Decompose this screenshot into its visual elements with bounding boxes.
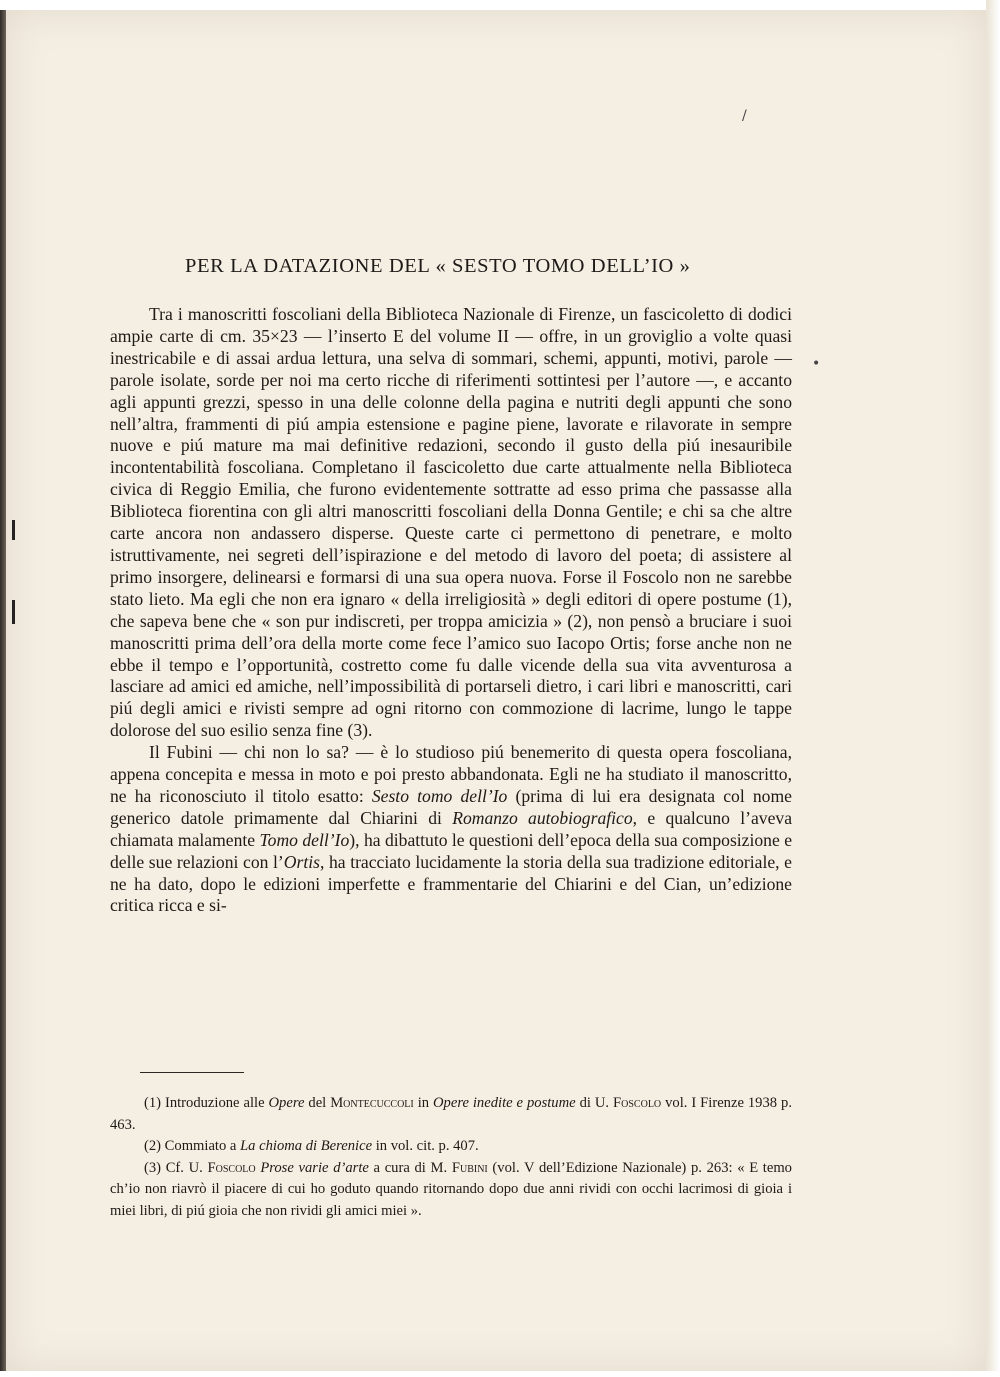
footnote-text: del <box>304 1095 331 1111</box>
footnotes <box>110 1093 792 1222</box>
article-body <box>110 304 792 917</box>
footnote-italic: Opere <box>268 1095 305 1111</box>
article-title: PER LA DATAZIONE DEL « SESTO TOMO DELL’IO » <box>185 255 691 277</box>
margin-mark <box>12 520 15 540</box>
italic-title-sesto-tomo: Sesto tomo dell’Io <box>371 785 508 806</box>
italic-title-ortis: Ortis <box>283 851 320 872</box>
footnote-separator <box>140 1072 244 1073</box>
paragraph-2-text: Il Fubini — chi non lo sa? — è lo studioso piú benemerito di questa opera foscoliana, appena concepita e messa in moto e poi presto abbandonata. Egli ne ha studiato il manoscritto, ne ha riconosciuto il titolo esatto: <box>110 742 792 806</box>
paragraph-2-text: , e qualcuno l’aveva chiamata malamente <box>110 807 792 850</box>
paragraph-2-text: , ha tracciato lucidamente la storia della sua tradizione editoriale, e ne ha dato, dopo le edizioni imperfette e frammentarie del Chiarini e del Cian, un’edizione critica ricca e si- <box>110 851 792 916</box>
body-paragraph-1: Tra i manoscritti foscoliani della Biblioteca Nazionale di Firenze, un fascicoletto di dodici ampie carte di cm. 35×23 — l’inserto E del volume II — offre, in un groviglio a volte quasi inestricabile e di assai ardua lettura, una selva di sommari, schemi, appunti, motivi, parole — parole isolate, sorde per noi ma certo ricche di riferimenti sottintesi per l’autore —, e accanto agli appunti grezzi, spesso in una delle colonne della pagina e nutriti degli appunti che sono nell’altra, frammenti di piú ampia estensione e pagine piene, lavorate e rilavorate in sempre nuove e piú mature ma mai definitive redazioni, secondo il gusto della piú inesauribile incontentabilità foscoliana. Completano il fascicoletto due carte attualmente nella Biblioteca civica di Reggio Emilia, che furono evidentemente sottratte ad esso prima che passasse alla Biblioteca fiorentina con gli altri manoscritti foscoliani della Donna Gentile; e chi sa che altre carte ancora non andassero disperse. Queste carte ci permettono di penetrare, e molto istruttivamente, nei segreti dell’ispirazione e del metodo di lavoro del poeta; di assistere al primo insorgere, delinearsi e formarsi di una sua opera nuova. Forse il Foscolo non ne sarebbe stato lieto. Ma egli che non era ignaro « della irreligiosità » degli editori di opere postume (1), che sapeva bene che « son pur indiscreti, per troppa amicizia » (2), non pensò a bruciare i suoi manoscritti prima dell’ora della morte come fece l’amico suo Iacopo Ortis; forse anche non ne ebbe il tempo e l’opportunità, costretto come fu dalle vicende della sua vita avventurosa a lasciare ad amici ed amiche, nell’impossibilità di portarseli dietro, i cari libri e manoscritti, cari piú degli amici e rivisti sempre ad ogni ritorno con commozione di lacrime, lungo le tappe dolorose del suo esilio senza fine (3). <box>110 304 792 741</box>
footnote-italic: Prose varie d’arte <box>260 1159 369 1176</box>
footnote-author: U. Foscolo <box>594 1095 662 1111</box>
paragraph-2-text: ), ha dibattuto le questioni dell’epoca della sua composizione e delle sue relazioni con l’ <box>110 829 792 872</box>
footnote-text: vol. I Firenze 1938 p. 463. <box>110 1095 792 1133</box>
footnote-italic: Opere inedite e postume <box>433 1095 576 1111</box>
italic-title-tomo: Tomo dell’Io <box>259 829 350 850</box>
footnote-author: M. Fubini <box>430 1159 488 1176</box>
footnote-text: in <box>413 1095 433 1111</box>
footnote-3 <box>110 1158 792 1223</box>
footnote-author: Montecuccoli <box>330 1095 414 1111</box>
bottom-edge <box>0 1371 1000 1377</box>
footnote-italic: La chioma di Berenice <box>240 1138 373 1154</box>
paragraph-2-text: (prima di lui era designata col nome generico datole primamente dal Chiarini di <box>110 785 792 828</box>
footnote-text: (vol. V dell’Edizione Nazionale) p. 263: « E temo ch’io non riavrò il piacere di cui ho goduto quando ritornando dopo due anni rividi con occhi lacrimosi di gioia i miei libri, di piú gioia che non rividi gli amici miei ». <box>110 1159 792 1219</box>
stray-mark: / <box>742 108 747 124</box>
right-margin-edge <box>986 0 1000 1377</box>
footnote-text: (1) Introduzione alle <box>144 1095 269 1111</box>
footnote-text: in vol. cit. p. 407. <box>372 1138 479 1154</box>
footnote-text: (2) Commiato a <box>144 1138 241 1154</box>
footnote-text: a cura di <box>368 1159 431 1176</box>
footnote-2 <box>110 1136 792 1158</box>
italic-title-romanzo: Romanzo autobiografico <box>452 807 633 828</box>
binding-edge <box>0 10 6 1372</box>
footnote-1 <box>110 1093 792 1136</box>
footnote-text: di <box>575 1095 595 1111</box>
footnote-text: (3) Cf. <box>144 1159 189 1176</box>
body-paragraph-2 <box>110 742 792 917</box>
footnote-author: U. Foscolo <box>188 1159 256 1176</box>
margin-mark <box>12 600 15 624</box>
stray-mark: • <box>812 356 821 372</box>
